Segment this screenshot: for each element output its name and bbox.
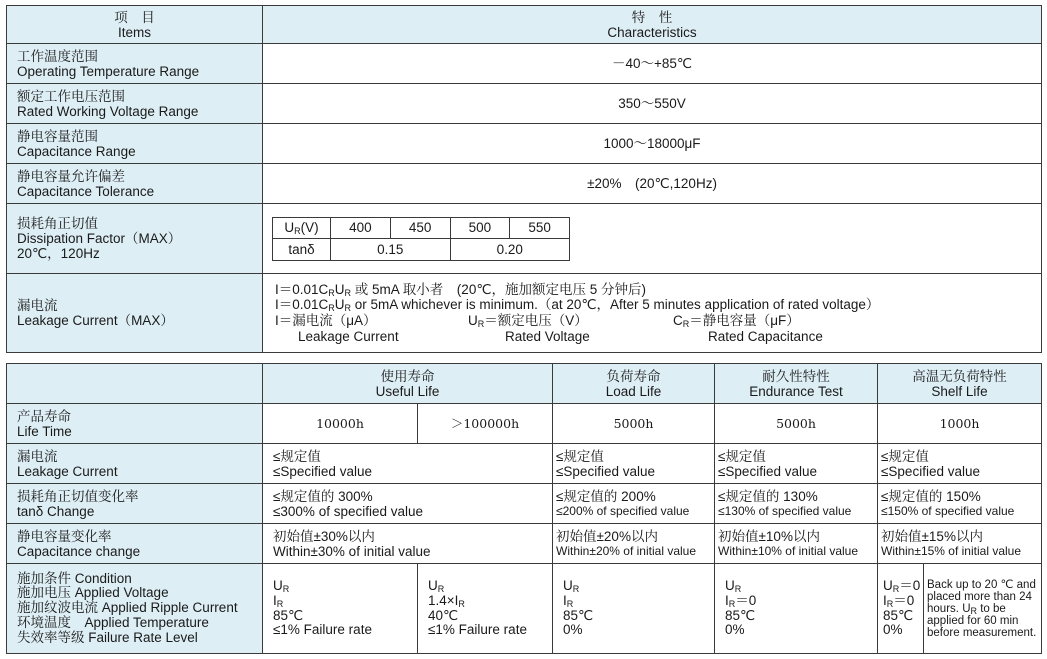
row-label-capacitance: 静电容量范围 Capacitance Range <box>7 124 263 164</box>
tan-change-shelf: ≤规定值的 150% ≤150% of specified value <box>878 484 1042 524</box>
condition-endurance: $U_R$ $I_R=0$ 85℃ 0% <box>715 564 878 654</box>
tan-change-load: ≤规定值的 200% ≤200% of specified value <box>553 484 715 524</box>
tan-header: tanδ <box>273 239 331 261</box>
leakage-legend-en: Leakage Current Rated Voltage Rated Capacitance <box>298 328 823 344</box>
life-time-useful-1: 10000h <box>263 404 418 444</box>
df-cell <box>263 204 1042 274</box>
header-char-cn: 特 性 <box>631 9 673 25</box>
tan-change-label: 损耗角正切值变化率 tanδ Change <box>7 484 263 524</box>
row-value-voltage: 350～550V <box>263 84 1042 124</box>
row-label-voltage: 额定工作电压范围 Rated Working Voltage Range <box>7 84 263 124</box>
life-time-useful-2: ＞100000h <box>418 404 553 444</box>
spec-table <box>6 5 1042 353</box>
leakage-useful: ≤规定值 ≤Specified value <box>263 444 553 484</box>
ur-header: $U_R(V)$ <box>273 217 331 239</box>
cap-change-shelf: 初始值±15%以内 Within±15% of initial value <box>878 524 1042 564</box>
header-shelf-life: 高温无负荷特性 Shelf Life <box>878 364 1042 404</box>
tan-change-endurance: ≤规定值的 130% ≤130% of specified value <box>715 484 878 524</box>
voltage-450: 450 <box>390 217 450 239</box>
condition-load: $U_R$ $I_R$ 85℃ 0% <box>553 564 715 654</box>
voltage-500: 500 <box>450 217 510 239</box>
header-load-life: 负荷寿命 Load Life <box>553 364 715 404</box>
row-value-capacitance: 1000～18000μF <box>263 124 1042 164</box>
row-label-tolerance: 静电容量允许偏差 Capacitance Tolerance <box>7 164 263 204</box>
row-value-temp: －40～+85℃ <box>263 44 1042 84</box>
leakage-formula <box>263 274 1042 353</box>
leakage-endurance: ≤规定值 ≤Specified value <box>715 444 878 484</box>
tan-value-low: 0.15 <box>331 239 451 261</box>
leakage-label: 漏电流 Leakage Current <box>7 444 263 484</box>
header-items <box>7 6 263 44</box>
leakage-load: ≤规定值 ≤Specified value <box>553 444 715 484</box>
tan-change-useful: ≤规定值的 300% ≤300% of specified value <box>263 484 553 524</box>
life-time-load: 5000h <box>553 404 715 444</box>
condition-useful-1: $U_R$ $I_R$ 85℃ ≤1% Failure rate <box>263 564 418 654</box>
life-time-label: 产品寿命 Life Time <box>7 404 263 444</box>
leakage-legend-cn: I＝漏电流（μA） $U_R=$额定电压（V） $C_R=$静电容量（μF） <box>275 312 800 329</box>
cap-change-endurance: 初始值±10%以内 Within±10% of initial value <box>715 524 878 564</box>
life-table <box>6 363 1042 654</box>
header-endurance: 耐久性特性 Endurance Test <box>715 364 878 404</box>
cap-change-label: 静电容量变化率 Capacitance change <box>7 524 263 564</box>
life-time-endurance: 5000h <box>715 404 878 444</box>
condition-label: 施加条件 Condition 施加电压 Applied Voltage 施加纹波电流 Applied Ripple Current 环境温度 Applied Temperature 失效率等级 Failure Rate Level <box>7 564 263 654</box>
header-characteristics <box>263 6 1042 44</box>
life-header-blank <box>7 364 263 404</box>
header-items-en: Items <box>117 24 151 40</box>
leakage-line-en: $I=0.01C_RU_R$ or 5mA whichever is minimum.（at 20℃，After 5 minutes application of rated voltage） <box>275 297 880 313</box>
cap-change-useful: 初始值±30%以内 Within±30% of initial value <box>263 524 553 564</box>
row-label-leakage: 漏电流 Leakage Current（MAX） <box>7 274 263 353</box>
shelf-note: Back up to 20 ℃ and placed more than 24 hours. $U_R$ to be applied for 60 min before measurement. <box>924 564 1042 654</box>
tan-value-high: 0.20 <box>450 239 570 261</box>
condition-useful-2: $U_R$ $1.4\times I_R$ 40℃ ≤1% Failure rate <box>418 564 553 654</box>
header-items-cn: 项 目 <box>114 9 155 25</box>
voltage-550: 550 <box>510 217 570 239</box>
life-time-shelf: 1000h <box>878 404 1042 444</box>
row-label-df: 损耗角正切值 Dissipation Factor（MAX） 20℃，120Hz <box>7 204 263 274</box>
leakage-shelf: ≤规定值 ≤Specified value <box>878 444 1042 484</box>
header-useful-life: 使用寿命 Useful Life <box>263 364 553 404</box>
df-inner-table <box>272 217 570 261</box>
row-label-temp: 工作温度范围 Operating Temperature Range <box>7 44 263 84</box>
row-value-tolerance: ±20% (20℃,120Hz) <box>263 164 1042 204</box>
voltage-400: 400 <box>331 217 391 239</box>
cap-change-load: 初始值±20%以内 Within±20% of initial value <box>553 524 715 564</box>
header-char-en: Characteristics <box>607 24 697 40</box>
leakage-line-cn: $I=0.01C_RU_R$ 或 5mA 取小者 (20℃，施加额定电压 5 分钟后) <box>275 281 646 298</box>
condition-shelf: $U_R=0$ $I_R=0$ 85℃ 0% <box>878 564 924 654</box>
